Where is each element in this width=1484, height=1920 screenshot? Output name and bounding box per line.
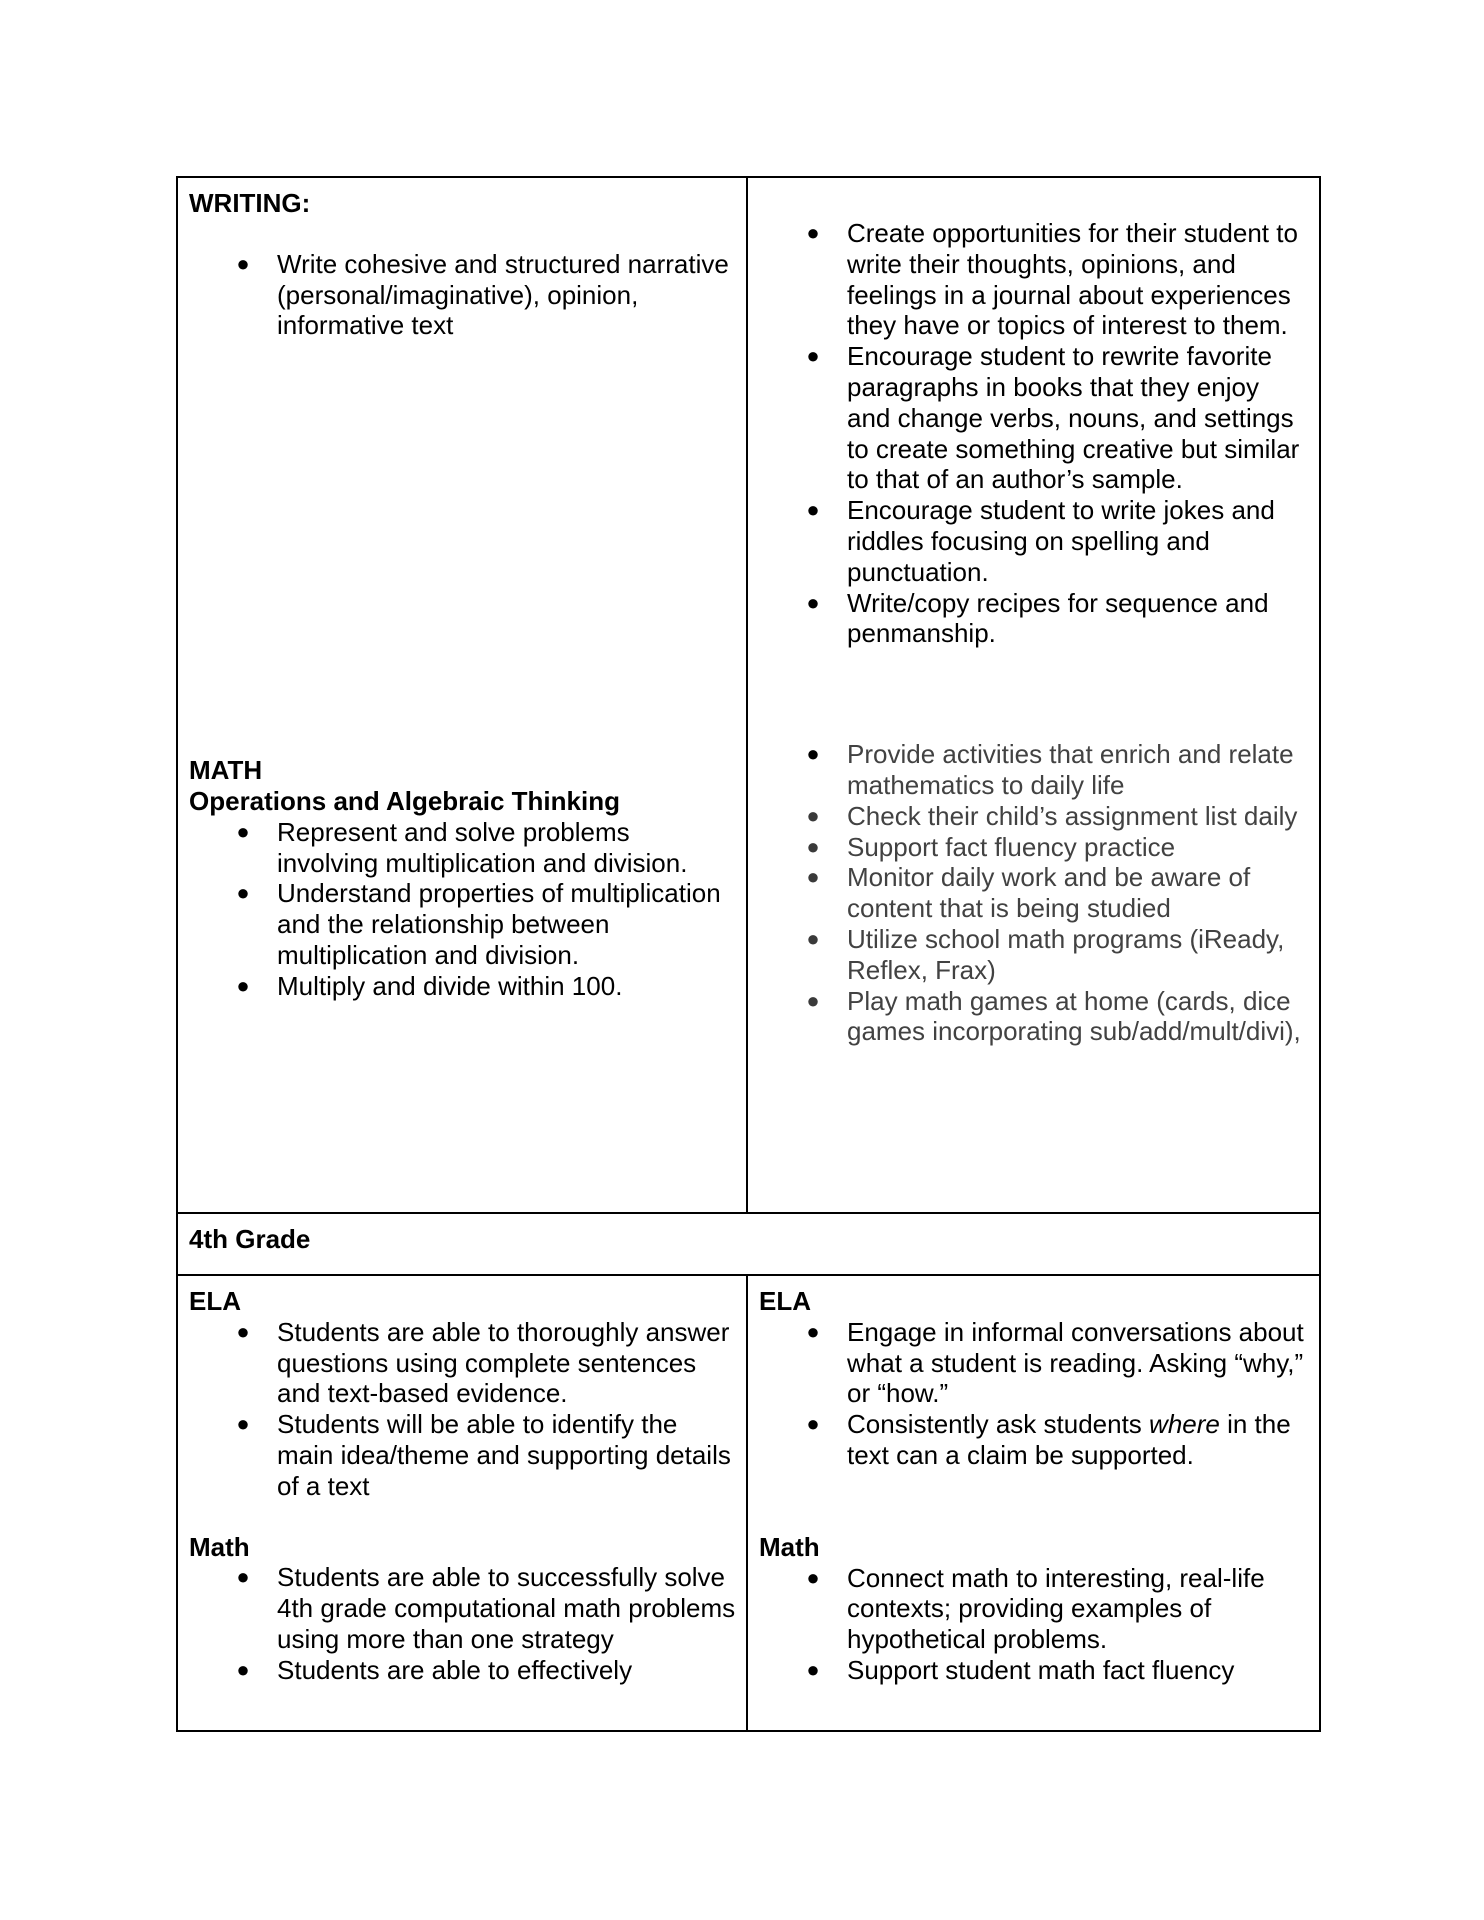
- bullet-icon: ●: [806, 220, 820, 245]
- list-item: ● Provide activities that enrich and relate mathematics to daily life: [759, 739, 1309, 801]
- list-item: ● Connect math to interesting, real-life contexts; providing examples of hypothetical problems.: [759, 1563, 1309, 1655]
- list-item: ● Consistently ask students where in the text can a claim be supported.: [759, 1409, 1309, 1471]
- ela-heading: ELA: [189, 1286, 241, 1316]
- math-student-list: [189, 1562, 736, 1685]
- student-expectations-cell: [177, 1275, 747, 1731]
- writing-heading: WRITING:: [189, 188, 311, 218]
- math-subheading: Operations and Algebraic Thinking: [189, 785, 620, 816]
- list-item: ● Utilize school math programs (iReady, Reflex, Frax): [759, 924, 1309, 986]
- bullet-icon: ●: [236, 250, 250, 276]
- math-student-list: [189, 817, 736, 1002]
- parent-support-cell: [747, 1275, 1320, 1731]
- bullet-icon: ●: [806, 864, 820, 890]
- list-item: ● Represent and solve problems involving multiplication and division.: [189, 817, 736, 879]
- list-item: ● Monitor daily work and be aware of content that is being studied: [759, 862, 1309, 924]
- list-item: ● Students are able to thoroughly answer questions using complete sentences and text-based evidence.: [189, 1317, 736, 1409]
- math-heading: Math: [759, 1531, 820, 1562]
- bullet-icon: ●: [236, 818, 250, 844]
- list-item: ● Encourage student to rewrite favorite paragraphs in books that they enjoy and change verbs, nouns, and settings to create something creative but similar to that of an author’s sample.: [759, 341, 1309, 495]
- bullet-icon: ●: [806, 987, 820, 1013]
- curriculum-table: [176, 176, 1321, 1732]
- ela-parent-list: [759, 1317, 1309, 1471]
- list-item: ● Play math games at home (cards, dice games incorporating sub/add/mult/divi),: [759, 986, 1309, 1048]
- writing-parent-list: [759, 218, 1309, 649]
- grade4-row: [177, 1275, 1320, 1731]
- grade4-header-cell: [177, 1213, 1320, 1275]
- emphasis: where: [1149, 1409, 1220, 1440]
- list-item: ● Support student math fact fluency: [759, 1655, 1309, 1686]
- writing-student-list: [189, 249, 736, 341]
- list-item: ● Encourage student to write jokes and riddles focusing on spelling and punctuation.: [759, 495, 1309, 587]
- grade4-header-row: [177, 1213, 1320, 1275]
- student-expectations-cell: [177, 177, 747, 1213]
- math-parent-list: [759, 739, 1309, 1047]
- list-item: ● Support fact fluency practice: [759, 832, 1309, 863]
- bullet-icon: ●: [806, 741, 820, 767]
- math-parent-list: [759, 1563, 1309, 1686]
- bullet-icon: ●: [806, 925, 820, 951]
- bullet-icon: ●: [236, 1411, 250, 1437]
- bullet-icon: ●: [806, 802, 820, 828]
- bullet-icon: ●: [236, 1318, 250, 1344]
- math-heading: Math: [189, 1531, 250, 1562]
- bullet-icon: ●: [806, 1411, 820, 1437]
- bullet-icon: ●: [236, 972, 250, 998]
- list-item: ● Check their child’s assignment list daily: [759, 801, 1309, 832]
- list-item: ● Create opportunities for their student to write their thoughts, opinions, and feelings in a journal about experiences they have or topics of interest to them.: [759, 218, 1309, 341]
- bullet-icon: ●: [236, 880, 250, 906]
- list-item: ● Write cohesive and structured narrative (personal/imaginative), opinion, informative text: [189, 249, 736, 341]
- list-item: ● Understand properties of multiplication and the relationship between multiplication and division.: [189, 878, 736, 970]
- bullet-icon: ●: [806, 1656, 820, 1682]
- grade-title: 4th Grade: [189, 1224, 311, 1254]
- list-item: ● Students will be able to identify the main idea/theme and supporting details of a text: [189, 1409, 736, 1501]
- list-item: ● Students are able to successfully solve 4th grade computational math problems using more than one strategy: [189, 1562, 736, 1654]
- bullet-icon: ●: [806, 1318, 820, 1344]
- list-item: ● Multiply and divide within 100.: [189, 971, 736, 1002]
- bullet-icon: ●: [806, 833, 820, 859]
- bullet-icon: ●: [806, 497, 820, 523]
- math-heading: MATH: [189, 755, 263, 786]
- ela-heading: ELA: [759, 1286, 811, 1316]
- list-item: ● Students are able to effectively: [189, 1655, 736, 1686]
- bullet-icon: ●: [806, 343, 820, 369]
- bullet-icon: ●: [806, 589, 820, 615]
- parent-support-cell: [747, 177, 1320, 1213]
- bullet-icon: ●: [236, 1564, 250, 1590]
- list-item: ● Write/copy recipes for sequence and penmanship.: [759, 588, 1309, 650]
- ela-student-list: [189, 1317, 736, 1502]
- bullet-icon: ●: [806, 1564, 820, 1590]
- list-item: ● Engage in informal conversations about what a student is reading. Asking “why,” or “how.”: [759, 1317, 1309, 1409]
- grade3-row: [177, 177, 1320, 1213]
- bullet-icon: ●: [236, 1656, 250, 1682]
